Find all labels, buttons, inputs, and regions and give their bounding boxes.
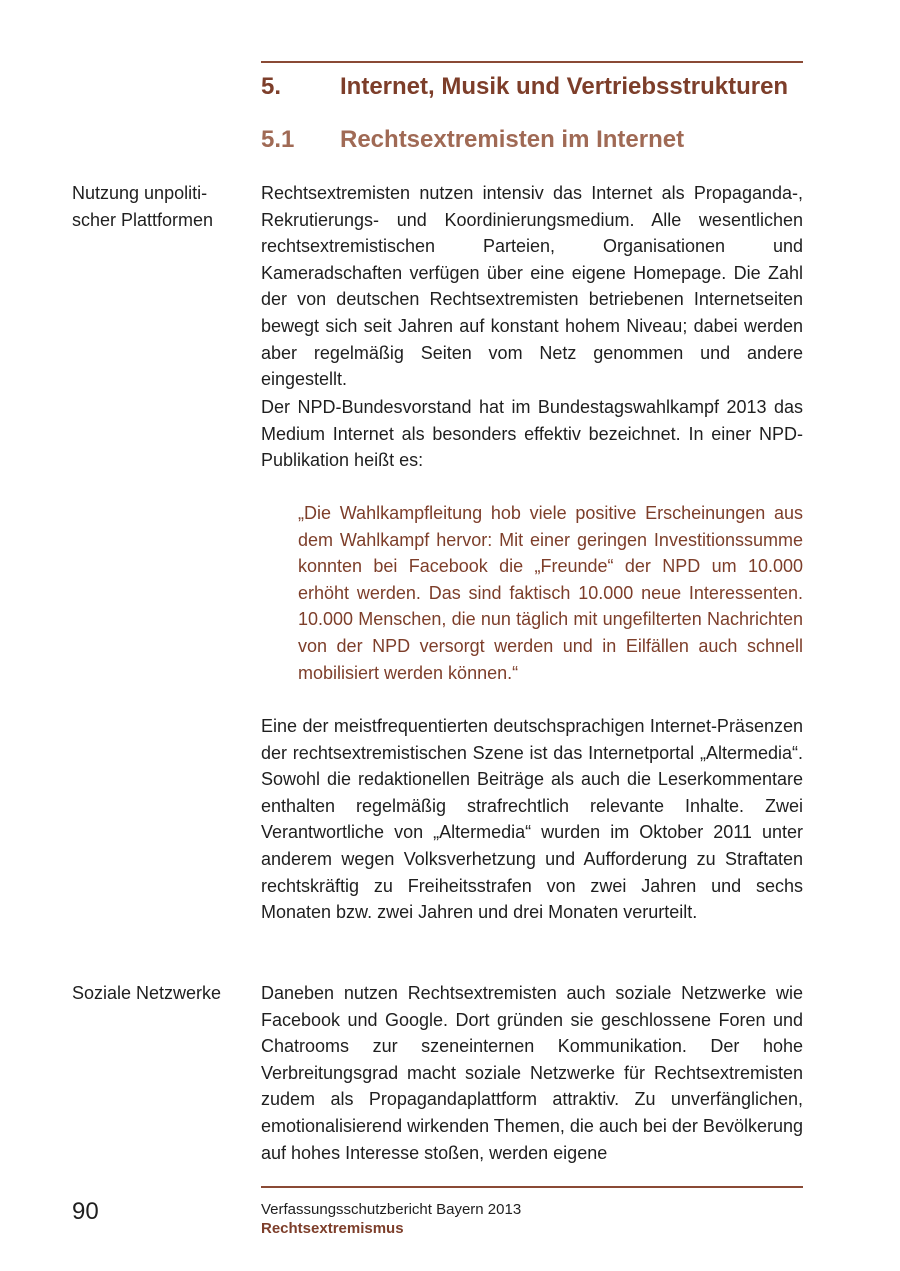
- paragraph-social-networks: Daneben nutzen Rechtsextremisten auch soziale Netzwerke wie Facebook und Google. Dort gründen sie geschlossene Foren und Chatrooms zur szeneinternen Kommunikation. Der hohe Verbreitungsgrad macht soziale Netzwerke für Rechtsextremisten zudem als Propagandaplattform attraktiv. Zu unverfänglichen, emotionalisierend wirkenden Themen, die auch bei der Bevölkerung auf hohes Interesse stoßen, werden eigene: [261, 983, 803, 1163]
- subsection-number: 5.1: [261, 126, 295, 153]
- paragraph-intro: Rechtsextremisten nutzen intensiv das Internet als Propaganda-, Rekrutierungs- und Koordinierungsmedium. Alle wesentlichen rechtsextremistischen Parteien, Organisationen und Kameradschaften verfügen über eine eigene Homepage. Die Zahl der von deutschen Rechtsextremisten betriebenen Internetseiten bewegt sich seit Jahren auf konstant hohem Niveau; dabei werden aber regelmäßig Seiten vom Netz genommen und andere eingestellt.: [261, 183, 803, 390]
- footer-rule: [261, 1186, 803, 1188]
- subsection-title: Rechtsextremisten im Internet: [340, 126, 685, 153]
- subsection-heading: [261, 125, 803, 155]
- npd-quote: „Die Wahlkampfleitung hob viele positive Erscheinungen aus dem Wahlkampf hervor: Mit einer geringen Investitionssumme konnten bei Facebook die „Freunde“ der NPD um 10.000 erhöht werden. Das sind faktisch 10.000 neue Interessenten. 10.000 Menschen, die nun täglich mit ungefilterten Nachrichten von der NPD versorgt werden und in Eilfällen auch schnell mobilisiert werden können.“: [298, 503, 803, 683]
- section-number: 5.: [261, 73, 282, 100]
- footer-publication: Verfassungsschutzbericht Bayern 2013: [261, 1201, 522, 1218]
- paragraph-npd: Der NPD-Bundesvorstand hat im Bundestagswahlkampf 2013 das Medium Internet als besonders effektiv bezeichnet. In einer NPD-Publikation heißt es:: [261, 397, 803, 471]
- footer-section: Rechtsextremismus: [261, 1220, 404, 1237]
- section-title: Internet, Musik und Vertriebsstrukturen: [340, 73, 789, 100]
- footer: [261, 1200, 521, 1238]
- section-heading: [261, 72, 803, 102]
- top-rule: [261, 61, 803, 63]
- margin-note-unpolitical-platforms: Nutzung unpoliti- scher Plattformen: [72, 183, 214, 230]
- paragraph-altermedia: Eine der meistfrequentierten deutschsprachigen Internet-Präsenzen der rechtsextremistischen Szene ist das Internetportal „Altermedia“. Sowohl die redaktionellen Beiträge als auch die Leserkommentare enthalten regelmäßig strafrechtlich relevante Inhalte. Zwei Verantwortliche von „Altermedia“ wurden im Oktober 2011 unter anderem wegen Volksverhetzung und Aufforderung zu Straftaten rechtskräftig zu Freiheitsstrafen von zwei Jahren und sechs Monaten bzw. zwei Jahren und drei Monaten verurteilt.: [261, 716, 803, 923]
- margin-note-social-networks: Soziale Netzwerke: [72, 983, 222, 1003]
- page-number: 90: [72, 1198, 99, 1225]
